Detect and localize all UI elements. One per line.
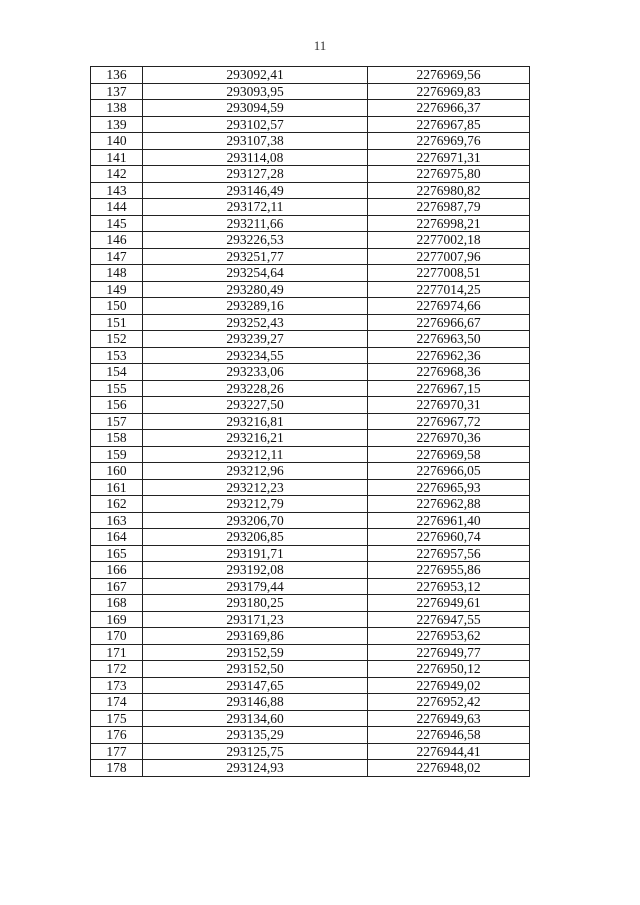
table-row (91, 595, 530, 612)
y-coordinate-cell: 2276966,05 (368, 463, 530, 480)
table-row (91, 298, 530, 315)
y-coordinate-cell: 2276952,42 (368, 694, 530, 711)
y-coordinate-cell: 2276969,83 (368, 83, 530, 100)
y-coordinate-cell: 2276968,36 (368, 364, 530, 381)
point-number-cell: 175 (91, 710, 143, 727)
table-row (91, 67, 530, 84)
table-row (91, 281, 530, 298)
table-row (91, 199, 530, 216)
point-number-cell: 136 (91, 67, 143, 84)
point-number-cell: 162 (91, 496, 143, 513)
point-number-cell: 137 (91, 83, 143, 100)
y-coordinate-cell: 2276944,41 (368, 743, 530, 760)
table-row (91, 133, 530, 150)
point-number-cell: 167 (91, 578, 143, 595)
y-coordinate-cell: 2277014,25 (368, 281, 530, 298)
y-coordinate-cell: 2277008,51 (368, 265, 530, 282)
y-coordinate-cell: 2276947,55 (368, 611, 530, 628)
point-number-cell: 178 (91, 760, 143, 777)
x-coordinate-cell: 293094,59 (143, 100, 368, 117)
table-row (91, 743, 530, 760)
x-coordinate-cell: 293212,79 (143, 496, 368, 513)
x-coordinate-cell: 293135,29 (143, 727, 368, 744)
y-coordinate-cell: 2276955,86 (368, 562, 530, 579)
table-row (91, 116, 530, 133)
x-coordinate-cell: 293152,50 (143, 661, 368, 678)
y-coordinate-cell: 2276966,67 (368, 314, 530, 331)
table-row (91, 661, 530, 678)
point-number-cell: 145 (91, 215, 143, 232)
point-number-cell: 147 (91, 248, 143, 265)
point-number-cell: 173 (91, 677, 143, 694)
x-coordinate-cell: 293134,60 (143, 710, 368, 727)
point-number-cell: 154 (91, 364, 143, 381)
point-number-cell: 174 (91, 694, 143, 711)
x-coordinate-cell: 293127,28 (143, 166, 368, 183)
y-coordinate-cell: 2277007,96 (368, 248, 530, 265)
table-row (91, 430, 530, 447)
table-row (91, 545, 530, 562)
y-coordinate-cell: 2276974,66 (368, 298, 530, 315)
table-row (91, 347, 530, 364)
table-row (91, 166, 530, 183)
table-row (91, 694, 530, 711)
point-number-cell: 149 (91, 281, 143, 298)
y-coordinate-cell: 2276963,50 (368, 331, 530, 348)
point-number-cell: 153 (91, 347, 143, 364)
y-coordinate-cell: 2277002,18 (368, 232, 530, 249)
x-coordinate-cell: 293212,96 (143, 463, 368, 480)
point-number-cell: 166 (91, 562, 143, 579)
x-coordinate-cell: 293169,86 (143, 628, 368, 645)
point-number-cell: 139 (91, 116, 143, 133)
table-row (91, 529, 530, 546)
y-coordinate-cell: 2276950,12 (368, 661, 530, 678)
x-coordinate-cell: 293172,11 (143, 199, 368, 216)
x-coordinate-cell: 293152,59 (143, 644, 368, 661)
y-coordinate-cell: 2276953,62 (368, 628, 530, 645)
table-row (91, 628, 530, 645)
x-coordinate-cell: 293147,65 (143, 677, 368, 694)
x-coordinate-cell: 293171,23 (143, 611, 368, 628)
table-row (91, 677, 530, 694)
point-number-cell: 141 (91, 149, 143, 166)
table-row (91, 578, 530, 595)
table-row (91, 710, 530, 727)
point-number-cell: 142 (91, 166, 143, 183)
table-row (91, 479, 530, 496)
page-number: 11 (313, 38, 327, 53)
x-coordinate-cell: 293192,08 (143, 562, 368, 579)
x-coordinate-cell: 293191,71 (143, 545, 368, 562)
x-coordinate-cell: 293216,21 (143, 430, 368, 447)
y-coordinate-cell: 2276970,36 (368, 430, 530, 447)
x-coordinate-cell: 293125,75 (143, 743, 368, 760)
x-coordinate-cell: 293124,93 (143, 760, 368, 777)
table-row (91, 562, 530, 579)
table-row (91, 760, 530, 777)
table-row (91, 314, 530, 331)
point-number-cell: 177 (91, 743, 143, 760)
y-coordinate-cell: 2276969,56 (368, 67, 530, 84)
table-row (91, 380, 530, 397)
point-number-cell: 144 (91, 199, 143, 216)
table-row (91, 265, 530, 282)
x-coordinate-cell: 293239,27 (143, 331, 368, 348)
point-number-cell: 159 (91, 446, 143, 463)
point-number-cell: 138 (91, 100, 143, 117)
y-coordinate-cell: 2276961,40 (368, 512, 530, 529)
table-row (91, 100, 530, 117)
table-row (91, 446, 530, 463)
table-row (91, 364, 530, 381)
x-coordinate-cell: 293180,25 (143, 595, 368, 612)
x-coordinate-cell: 293102,57 (143, 116, 368, 133)
y-coordinate-cell: 2276949,61 (368, 595, 530, 612)
point-number-cell: 152 (91, 331, 143, 348)
point-number-cell: 171 (91, 644, 143, 661)
coordinates-table (90, 66, 530, 777)
point-number-cell: 143 (91, 182, 143, 199)
table-row (91, 727, 530, 744)
y-coordinate-cell: 2276969,58 (368, 446, 530, 463)
table-row (91, 496, 530, 513)
x-coordinate-cell: 293234,55 (143, 347, 368, 364)
x-coordinate-cell: 293289,16 (143, 298, 368, 315)
x-coordinate-cell: 293092,41 (143, 67, 368, 84)
point-number-cell: 169 (91, 611, 143, 628)
point-number-cell: 158 (91, 430, 143, 447)
y-coordinate-cell: 2276980,82 (368, 182, 530, 199)
table-row (91, 248, 530, 265)
y-coordinate-cell: 2276960,74 (368, 529, 530, 546)
y-coordinate-cell: 2276949,77 (368, 644, 530, 661)
point-number-cell: 157 (91, 413, 143, 430)
x-coordinate-cell: 293146,88 (143, 694, 368, 711)
table-row (91, 149, 530, 166)
y-coordinate-cell: 2276962,88 (368, 496, 530, 513)
y-coordinate-cell: 2276967,15 (368, 380, 530, 397)
y-coordinate-cell: 2276946,58 (368, 727, 530, 744)
y-coordinate-cell: 2276969,76 (368, 133, 530, 150)
y-coordinate-cell: 2276957,56 (368, 545, 530, 562)
x-coordinate-cell: 293179,44 (143, 578, 368, 595)
y-coordinate-cell: 2276998,21 (368, 215, 530, 232)
y-coordinate-cell: 2276970,31 (368, 397, 530, 414)
x-coordinate-cell: 293254,64 (143, 265, 368, 282)
x-coordinate-cell: 293233,06 (143, 364, 368, 381)
coordinates-table-body (91, 67, 530, 777)
y-coordinate-cell: 2276965,93 (368, 479, 530, 496)
y-coordinate-cell: 2276967,85 (368, 116, 530, 133)
x-coordinate-cell: 293212,11 (143, 446, 368, 463)
point-number-cell: 151 (91, 314, 143, 331)
table-row (91, 413, 530, 430)
point-number-cell: 170 (91, 628, 143, 645)
point-number-cell: 161 (91, 479, 143, 496)
point-number-cell: 140 (91, 133, 143, 150)
point-number-cell: 172 (91, 661, 143, 678)
table-row (91, 644, 530, 661)
y-coordinate-cell: 2276975,80 (368, 166, 530, 183)
x-coordinate-cell: 293206,70 (143, 512, 368, 529)
x-coordinate-cell: 293146,49 (143, 182, 368, 199)
table-row (91, 397, 530, 414)
point-number-cell: 163 (91, 512, 143, 529)
y-coordinate-cell: 2276953,12 (368, 578, 530, 595)
x-coordinate-cell: 293228,26 (143, 380, 368, 397)
table-row (91, 83, 530, 100)
y-coordinate-cell: 2276971,31 (368, 149, 530, 166)
point-number-cell: 164 (91, 529, 143, 546)
point-number-cell: 155 (91, 380, 143, 397)
x-coordinate-cell: 293211,66 (143, 215, 368, 232)
y-coordinate-cell: 2276948,02 (368, 760, 530, 777)
point-number-cell: 168 (91, 595, 143, 612)
point-number-cell: 156 (91, 397, 143, 414)
point-number-cell: 146 (91, 232, 143, 249)
point-number-cell: 165 (91, 545, 143, 562)
x-coordinate-cell: 293107,38 (143, 133, 368, 150)
x-coordinate-cell: 293226,53 (143, 232, 368, 249)
table-row (91, 215, 530, 232)
y-coordinate-cell: 2276987,79 (368, 199, 530, 216)
y-coordinate-cell: 2276962,36 (368, 347, 530, 364)
x-coordinate-cell: 293280,49 (143, 281, 368, 298)
y-coordinate-cell: 2276949,02 (368, 677, 530, 694)
point-number-cell: 160 (91, 463, 143, 480)
x-coordinate-cell: 293252,43 (143, 314, 368, 331)
table-row (91, 611, 530, 628)
x-coordinate-cell: 293212,23 (143, 479, 368, 496)
point-number-cell: 148 (91, 265, 143, 282)
x-coordinate-cell: 293251,77 (143, 248, 368, 265)
x-coordinate-cell: 293093,95 (143, 83, 368, 100)
y-coordinate-cell: 2276966,37 (368, 100, 530, 117)
y-coordinate-cell: 2276949,63 (368, 710, 530, 727)
x-coordinate-cell: 293216,81 (143, 413, 368, 430)
table-row (91, 232, 530, 249)
x-coordinate-cell: 293114,08 (143, 149, 368, 166)
x-coordinate-cell: 293206,85 (143, 529, 368, 546)
point-number-cell: 176 (91, 727, 143, 744)
point-number-cell: 150 (91, 298, 143, 315)
table-row (91, 182, 530, 199)
table-row (91, 463, 530, 480)
table-row (91, 512, 530, 529)
y-coordinate-cell: 2276967,72 (368, 413, 530, 430)
table-row (91, 331, 530, 348)
x-coordinate-cell: 293227,50 (143, 397, 368, 414)
